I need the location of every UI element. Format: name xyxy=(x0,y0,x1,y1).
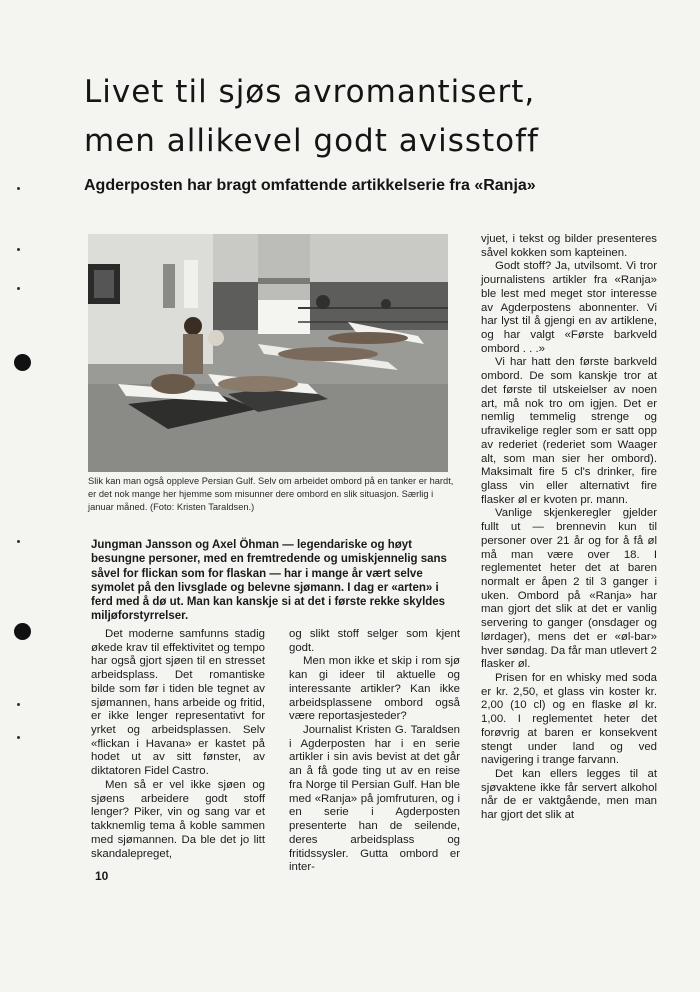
body-paragraph: Det moderne samfunns stadig økede krav til effektivitet og tempo har også gjort sjøen til en stresset arbeidsplass. Det romantiske bilde som før i tiden ble tegnet av sjømannen, hans arbeide og fritid, er ikke lenger representativt for yrket og arbeidsplassen. Selv «flickan i Havana» er kastet på hodet ut av sitt fønster, av diktatoren Fidel Castro. xyxy=(91,628,265,778)
body-paragraph: Vanlige skjenkeregler gjelder fullt ut — brennevin kun til personer over 21 år og for å få øl må man være over 18. I reglementet heter det at baren normalt er åpen 2 til 3 ganger i uken. Ombord på «Ranja» har man gjort det slik at det er vanlig servering to ganger (onsdager og lørdager), mens det er «øl-bar» hver søndag. Da får man utlevert 2 flasker øl. xyxy=(481,507,658,671)
body-column-1 xyxy=(91,628,265,861)
margin-dot xyxy=(17,187,20,190)
body-paragraph: Men så er vel ikke sjøen og sjøens arbeidere godt stoff lenger? Piker, vin og sang var et takknemlig tema å koble sammen med sjømannen. Da ble det jo litt skandalepreget, xyxy=(91,778,265,860)
margin-dot xyxy=(17,736,20,739)
body-paragraph: Vi har hatt den første barkveld ombord. De som kanskje tror at det første til utskeielser av noen art, må nok tro om igjen. Det er nemlig temmelig strenge og ufravikelige regler som er satt opp av rederiet (rederiet som Waager alt, som man sier her ombord). Maksimalt fire 5 cl's drinker, fire glass vin eller alternativt fire flasker øl er kvoten pr. mann. xyxy=(481,356,657,506)
body-paragraph: Prisen for en whisky med soda er kr. 2,50, et glass vin koster kr. 2,00 (10 cl) og en flaske øl kr. 1,00. I reglementet heter det forøvrig at baren er konsekvent stengt under land og ved navigering i trange farvann. xyxy=(481,672,657,767)
deck-sunbathing-photo xyxy=(88,234,448,472)
body-column-2 xyxy=(289,628,460,875)
article-subheadline: Agderposten har bragt omfattende artikkelserie fra «Ranja» xyxy=(84,177,536,194)
margin-dot xyxy=(17,703,20,706)
margin-dot xyxy=(17,248,20,251)
article-lead: Jungman Jansson og Axel Öhman — legendariske og høyt besungne personer, med en fremtredende og umiskjennelig sans såvel for flickan som for flaskan — har i mange år vært selve symolet på den livsglade og belevne sjømann. I dag er «arten» i ferd med å dø ut. Man kan kanskje si at det i første rekke skyldes miljøforstyrrelser. xyxy=(91,539,447,623)
margin-dot xyxy=(17,540,20,543)
margin-dot xyxy=(17,287,20,290)
article-headline xyxy=(84,68,644,166)
body-paragraph: vjuet, i tekst og bilder presenteres såvel kokken som kapteinen. xyxy=(481,233,657,259)
punch-hole xyxy=(14,354,31,371)
body-paragraph: og slikt stoff selger som kjent godt. xyxy=(289,628,460,654)
punch-hole xyxy=(14,623,31,640)
page-number: 10 xyxy=(95,869,109,883)
body-column-3 xyxy=(481,233,657,823)
body-paragraph: Men mon ikke et skip i rom sjø kan gi ideer til aktuelle og interessante artikler? Kan ikke arbeidsplassene ombord også være reportasjesteder? xyxy=(289,655,460,723)
body-paragraph: Det kan ellers legges til at sjøvaktene ikke får servert alkohol når de er vaktgående, men man har gjort det slik at xyxy=(481,768,657,822)
headline-line-2: men allikevel godt avisstoff xyxy=(84,123,539,159)
body-paragraph: Journalist Kristen G. Taraldsen i Agderposten har i en serie artikler i sin avis bevist at det går an å få gode ting ut av en reise fra Norge til Persian Gulf. Han ble med «Ranja» på jomfruturen, og i en serie i Agderposten presenterte han de seilende, deres arbeidsplass og fritidssysler. Gutta ombord er inter- xyxy=(289,724,460,874)
headline-line-1: Livet til sjøs avromantisert, xyxy=(84,74,536,110)
body-paragraph: Godt stoff? Ja, utvilsomt. Vi tror journalistens artikler fra «Ranja» ble lest med meget stor interesse av Agderpostens abonnenter. Vi har lyst til å gjengi en av artiklene, og har valgt «Første barkveld ombord . . .» xyxy=(481,260,657,355)
photo-caption: Slik kan man også oppleve Persian Gulf. Selv om arbeidet ombord på en tanker er hardt, er det nok mange her hjemme som misunner dere ombord en slik situasjon. Særlig i januar måned. (Foto: Kristen Taraldsen.) xyxy=(88,476,454,512)
